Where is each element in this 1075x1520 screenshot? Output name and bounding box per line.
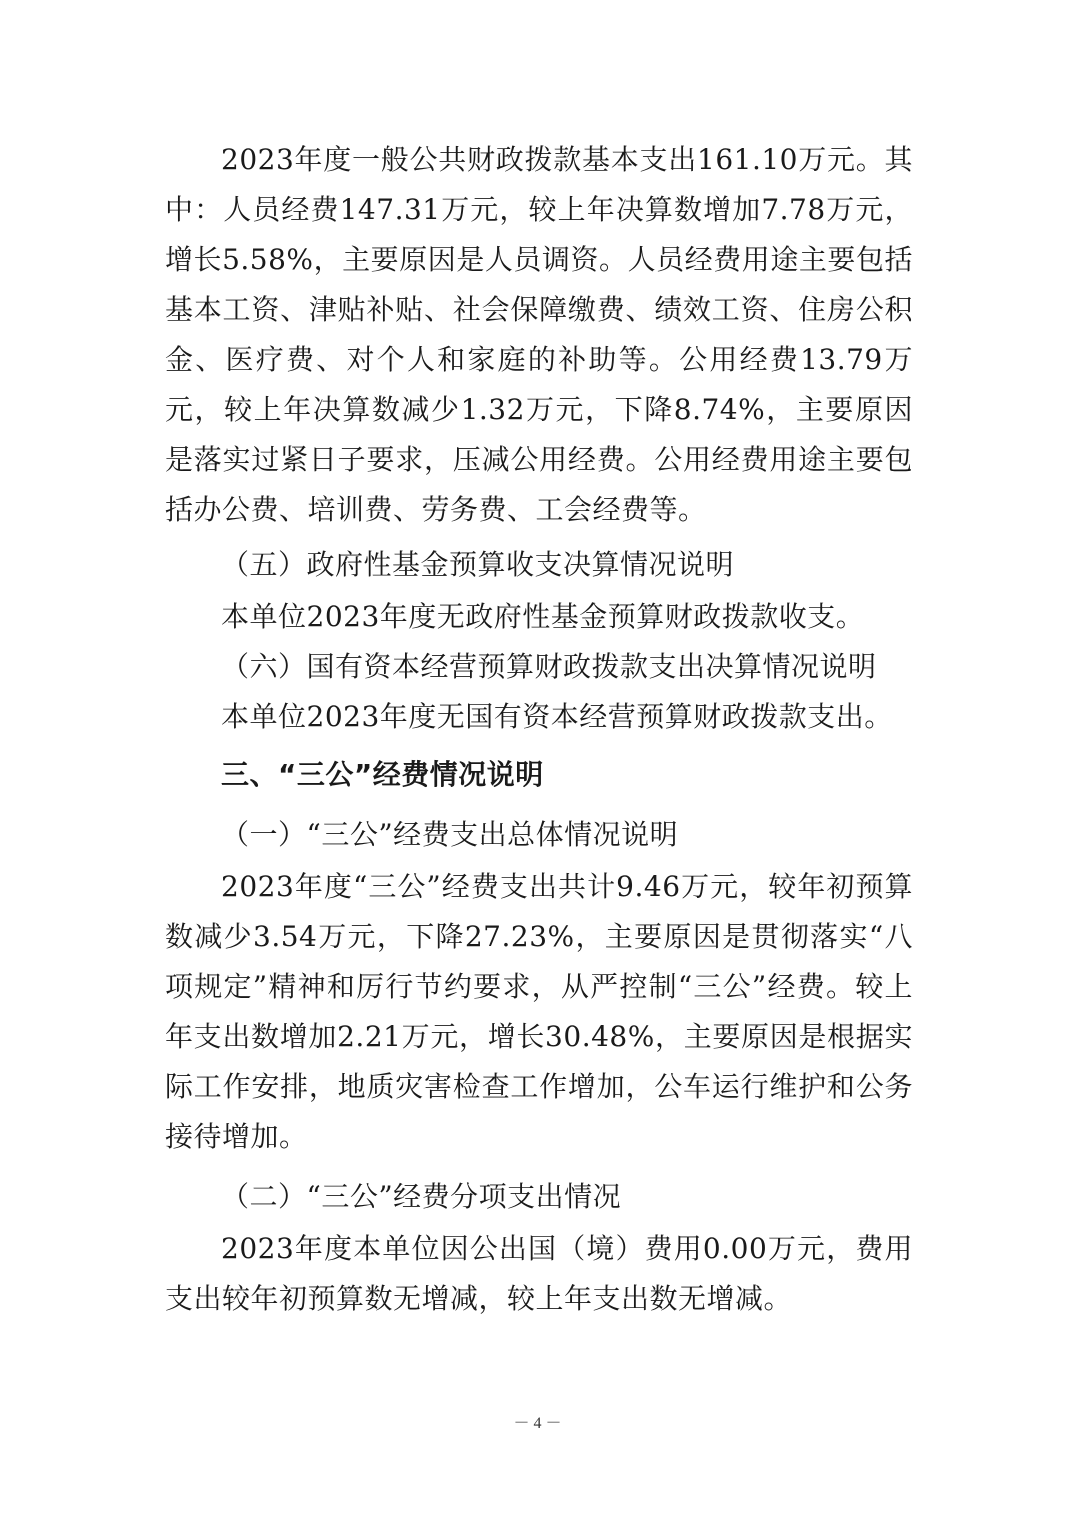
- page-number: － 4 －: [513, 1415, 562, 1432]
- heading-government-fund: （五）政府性基金预算收支决算情况说明: [221, 548, 735, 581]
- paragraph-overseas-travel: 2023年度本单位因公出国（境）费用0.00万元，费用支出较年初预算数无增减，较上年支出数无增减。: [165, 1232, 913, 1315]
- paragraph-three-public-overall: 2023年度“三公”经费支出共计9.46万元，较年初预算数减少3.54万元，下降27.23%，主要原因是贯彻落实“八项规定”精神和厉行节约要求，从严控制“三公”经费。较上年支出数增加2.21万元，增长30.48%，主要原因是根据实际工作安排，地质灾害检查工作增加，公车运行维护和公务接待增加。: [165, 870, 913, 1153]
- paragraph-basic-expenditure: 2023年度一般公共财政拨款基本支出161.10万元。其中：人员经费147.31万元，较上年决算数增加7.78万元，增长5.58%，主要原因是人员调资。人员经费用途主要包括基本工资、津贴补贴、社会保障缴费、绩效工资、住房公积金、医疗费、对个人和家庭的补助等。公用经费13.79万元，较上年决算数减少1.32万元，下降8.74%，主要原因是落实过紧日子要求，压减公用经费。公用经费用途主要包括办公费、培训费、劳务费、工会经费等。: [165, 143, 913, 526]
- heading-three-public-items: （二）“三公”经费分项支出情况: [221, 1180, 622, 1213]
- paragraph-state-capital: 本单位2023年度无国有资本经营预算财政拨款支出。: [221, 700, 893, 733]
- heading-three-public-overall: （一）“三公”经费支出总体情况说明: [221, 818, 679, 851]
- heading-state-capital: （六）国有资本经营预算财政拨款支出决算情况说明: [221, 650, 877, 683]
- section-heading-three-public: 三、“三公”经费情况说明: [221, 758, 544, 791]
- paragraph-government-fund: 本单位2023年度无政府性基金预算财政拨款收支。: [221, 600, 865, 633]
